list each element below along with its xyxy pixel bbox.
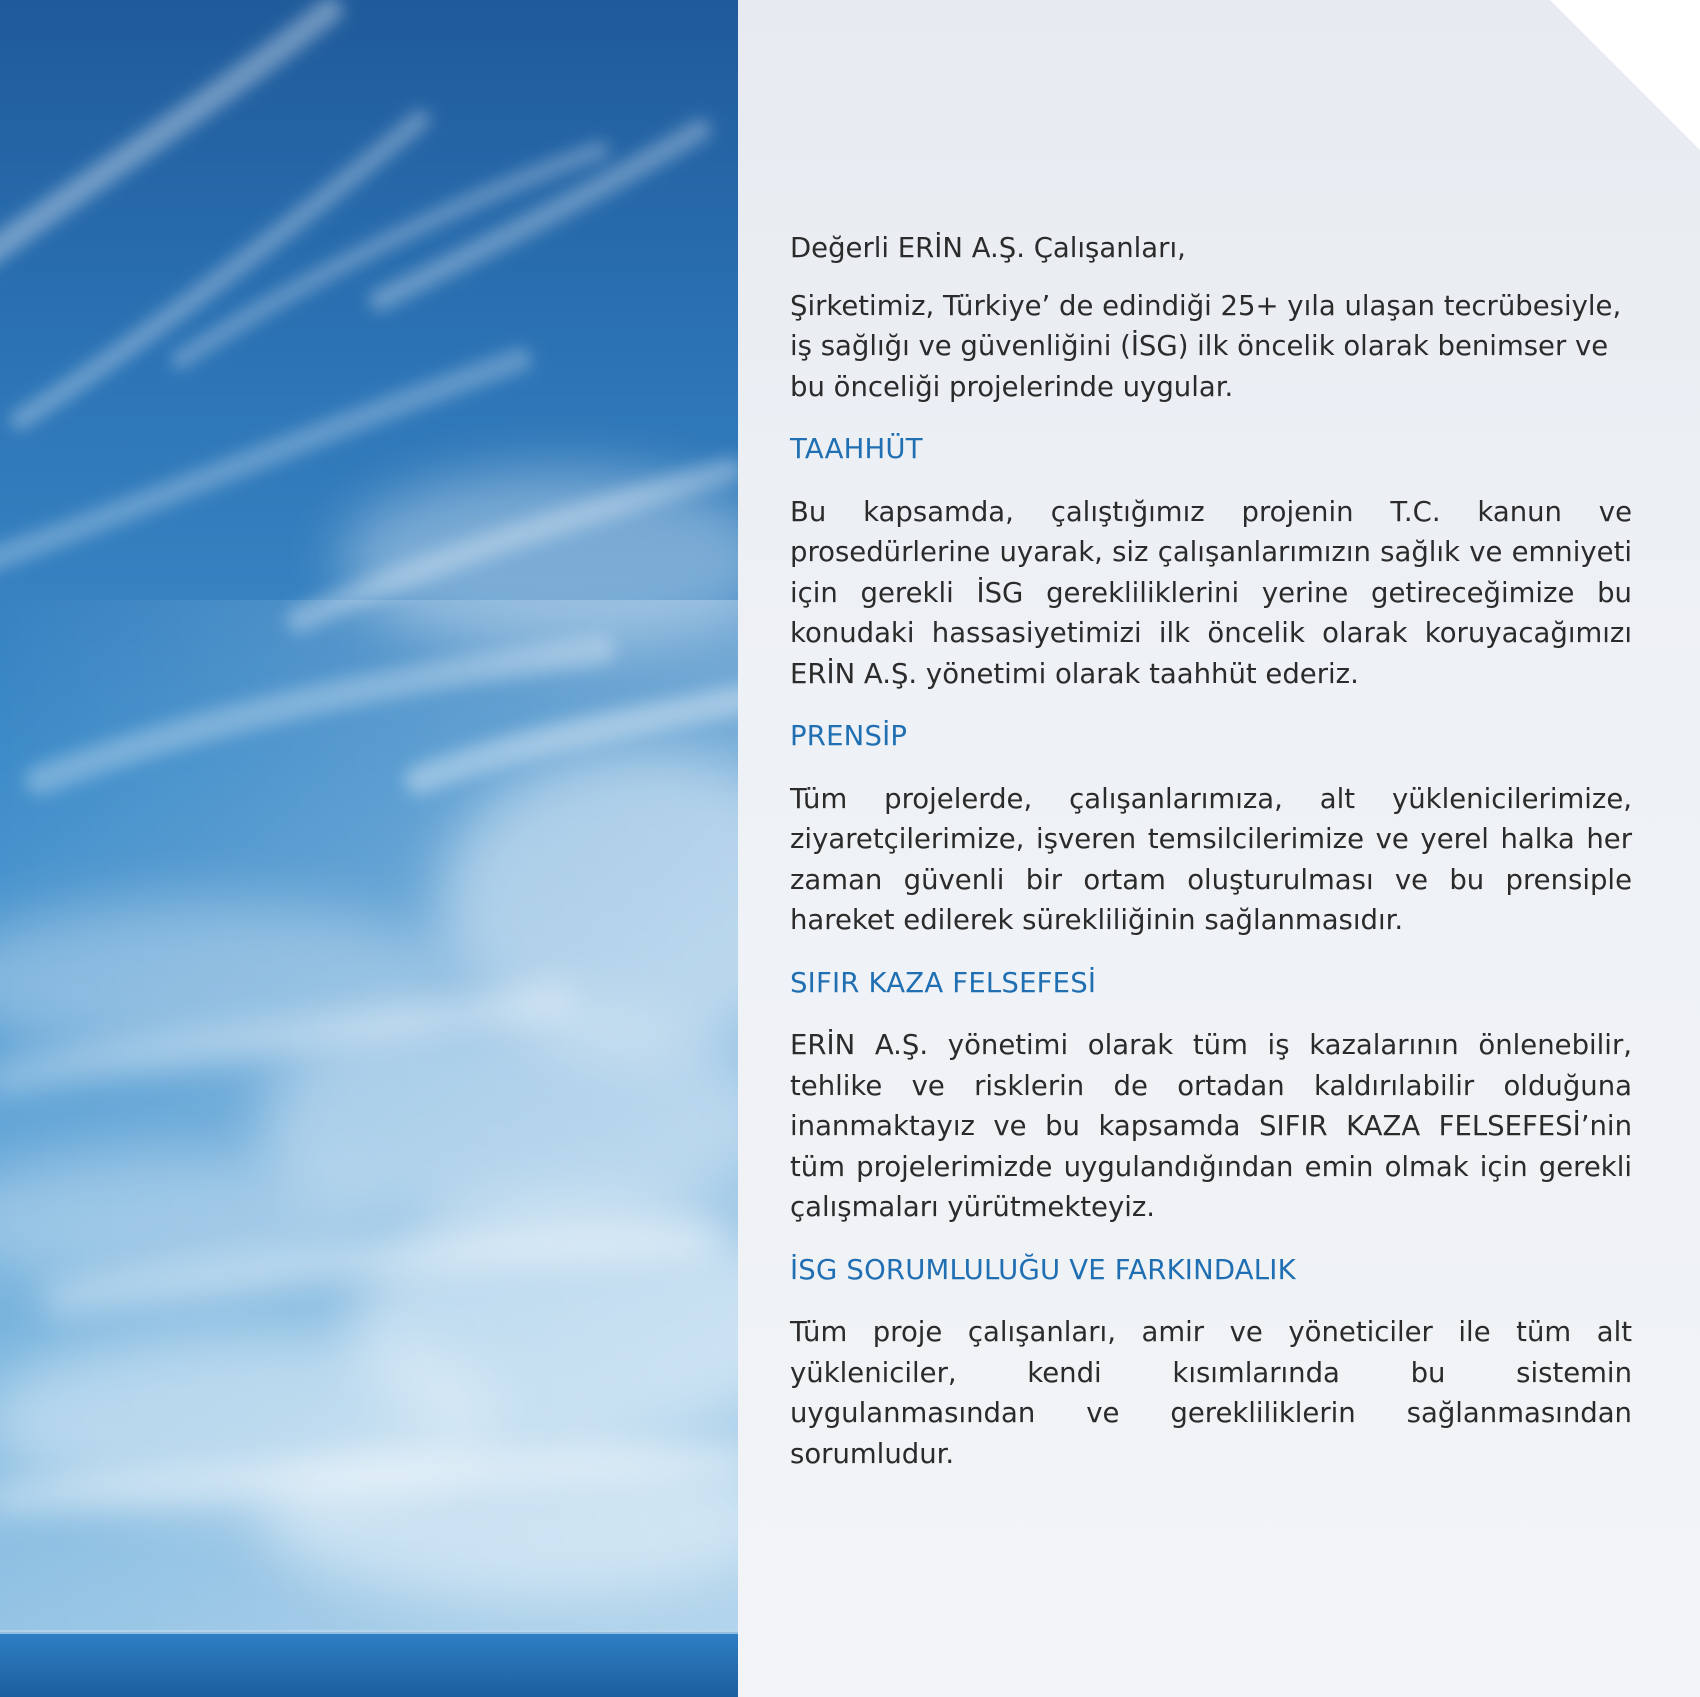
letter-content: [790, 228, 1632, 1496]
corner-cut-decoration: [1550, 0, 1700, 150]
section-heading-taahhut: TAAHHÜT: [790, 433, 923, 465]
section-body-isg-sorumlulugu: Tüm proje çalışanları, amir ve yöneticiler ile tüm alt yükleniciler, kendi kısımlarında bu sistemin uygulanmasından ve gerekliliklerin sağlanmasından sorumludur.: [790, 1316, 1632, 1470]
section-body-taahhut: Bu kapsamda, çalıştığımız projenin T.C. kanun ve prosedürlerine uyarak, siz çalışanlarımızın sağlık ve emniyeti için gerekli İSG gerekliliklerini yerine getireceğimize bu konudaki hassasiyetimizi ilk öncelik olarak koruyacağımızı ERİN A.Ş. yönetimi olarak taahhüt ederiz.: [790, 495, 1632, 690]
letter-intro: Şirketimiz, Türkiye’ de edindiği 25+ yıla ulaşan tecrübesiyle, iş sağlığı ve güvenliğini (İSG) ilk öncelik olarak benimser ve bu önceliği projelerinde uygular.: [790, 289, 1622, 403]
letter-greeting: Değerli ERİN A.Ş. Çalışanları,: [790, 232, 1186, 264]
section-heading-prensip: PRENSİP: [790, 720, 908, 752]
sky-photo: [0, 0, 738, 1697]
section-body-prensip: Tüm projelerde, çalışanlarımıza, alt yüklenicilerimize, ziyaretçilerimize, işveren temsilcilerimize ve yerel halka her zaman güvenli bir ortam oluşturulması ve bu prensiple hareket edilerek sürekliliğinin sağlanmasıdır.: [790, 782, 1632, 936]
section-body-sifir-kaza: ERİN A.Ş. yönetimi olarak tüm iş kazalarının önlenebilir, tehlike ve risklerin de ortadan kaldırılabilir olduğuna inanmaktayız ve bu kapsamda SIFIR KAZA FELSEFESİ’nin tüm projelerimizde uygulandığından emin olmak için gerekli çalışmaları yürütmekteyiz.: [790, 1029, 1632, 1223]
section-heading-sifir-kaza: SIFIR KAZA FELSEFESİ: [790, 966, 1097, 999]
sky-clouds-illustration: [0, 0, 738, 1697]
section-heading-isg-sorumlulugu: İSG SORUMLULUĞU VE FARKINDALIK: [790, 1253, 1296, 1286]
